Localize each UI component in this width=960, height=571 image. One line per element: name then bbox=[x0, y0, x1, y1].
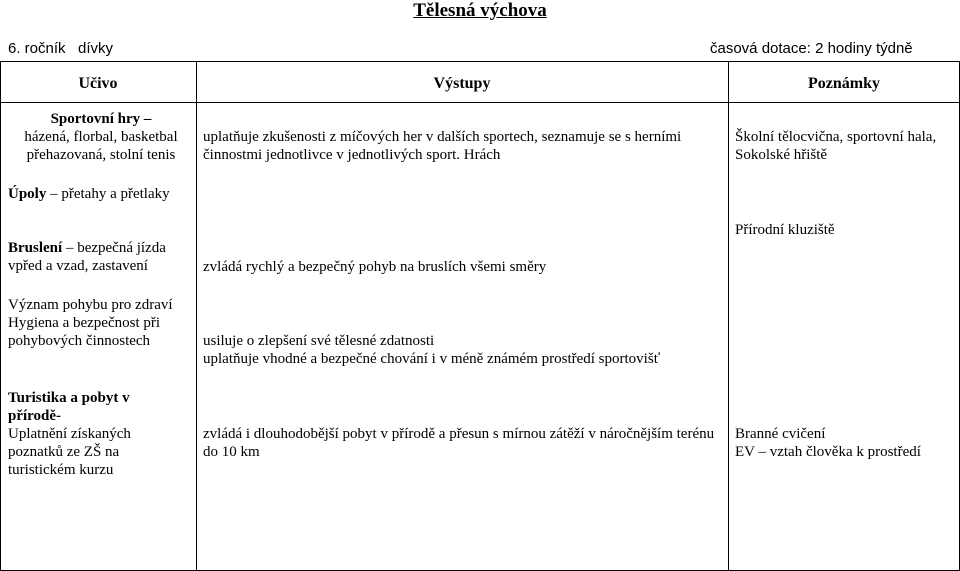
table-left-border bbox=[0, 61, 1, 571]
column-divider-2 bbox=[728, 61, 729, 571]
header-bottom-border bbox=[0, 102, 960, 103]
row-sportovni-hry-vystupy: uplatňuje zkušenosti z míčových her v dalších sportech, seznamuje se s herními činnostmi jednotlivce v jednotlivých sport. Hrách bbox=[203, 129, 682, 163]
grade-label: 6. ročník dívky bbox=[8, 40, 114, 57]
row-turistika-vystupy: zvládá i dlouhodobější pobyt v přírodě a přesun s mírnou zátěží v náročnějším terénu do 10 km bbox=[203, 426, 715, 460]
poznamka-line: EV – vztah člověka k prostředí bbox=[735, 444, 921, 460]
ucivo-text: Uplatnění získaných poznatků ze ZŠ na turistickém kurzu bbox=[8, 426, 131, 478]
row-brusleni-ucivo bbox=[8, 239, 194, 275]
vystup-line: uplatňuje vhodné a bezpečné chování i v méně známém prostředí sportovišť bbox=[203, 351, 661, 367]
row-vyznam-ucivo: Význam pohybu pro zdraví Hygiena a bezpečnost při pohybových činnostech bbox=[8, 297, 173, 349]
row-brusleni-vystupy: zvládá rychlý a bezpečný pohyb na bruslích všemi směry bbox=[203, 259, 547, 275]
ucivo-title: Turistika a pobyt v přírodě- bbox=[8, 390, 130, 424]
row-sportovni-hry-poznamky: Školní tělocvična, sportovní hala, Sokolské hřiště bbox=[735, 129, 937, 163]
vystup-line: usiluje o zlepšení své tělesné zdatnosti bbox=[203, 333, 435, 349]
ucivo-text: házená, florbal, basketbal přehazovaná, stolní tenis bbox=[24, 129, 178, 163]
header-poznamky: Poznámky bbox=[808, 75, 880, 92]
ucivo-title: Bruslení bbox=[8, 240, 63, 256]
column-divider-1 bbox=[196, 61, 197, 571]
ucivo-text: – přetahy a přetlaky bbox=[46, 186, 170, 202]
row-sportovni-hry-ucivo bbox=[8, 110, 194, 164]
page-title: Tělesná výchova bbox=[413, 0, 547, 21]
row-brusleni-poznamky: Přírodní kluziště bbox=[735, 222, 835, 238]
time-allocation: časová dotace: 2 hodiny týdně bbox=[710, 40, 913, 57]
ucivo-text: – bezpečná jízda vpřed a vzad, zastavení bbox=[8, 240, 166, 274]
table-top-border bbox=[0, 61, 960, 62]
ucivo-title: Úpoly bbox=[8, 186, 47, 202]
ucivo-title: Sportovní hry – bbox=[50, 111, 152, 127]
row-vyznam-vystupy bbox=[203, 332, 723, 368]
row-turistika-ucivo bbox=[8, 389, 158, 479]
header-ucivo: Učivo bbox=[78, 75, 118, 92]
row-turistika-poznamky bbox=[735, 425, 957, 461]
row-upoly-ucivo bbox=[8, 185, 194, 203]
header-vystupy: Výstupy bbox=[433, 75, 491, 92]
poznamka-line: Branné cvičení bbox=[735, 426, 826, 442]
